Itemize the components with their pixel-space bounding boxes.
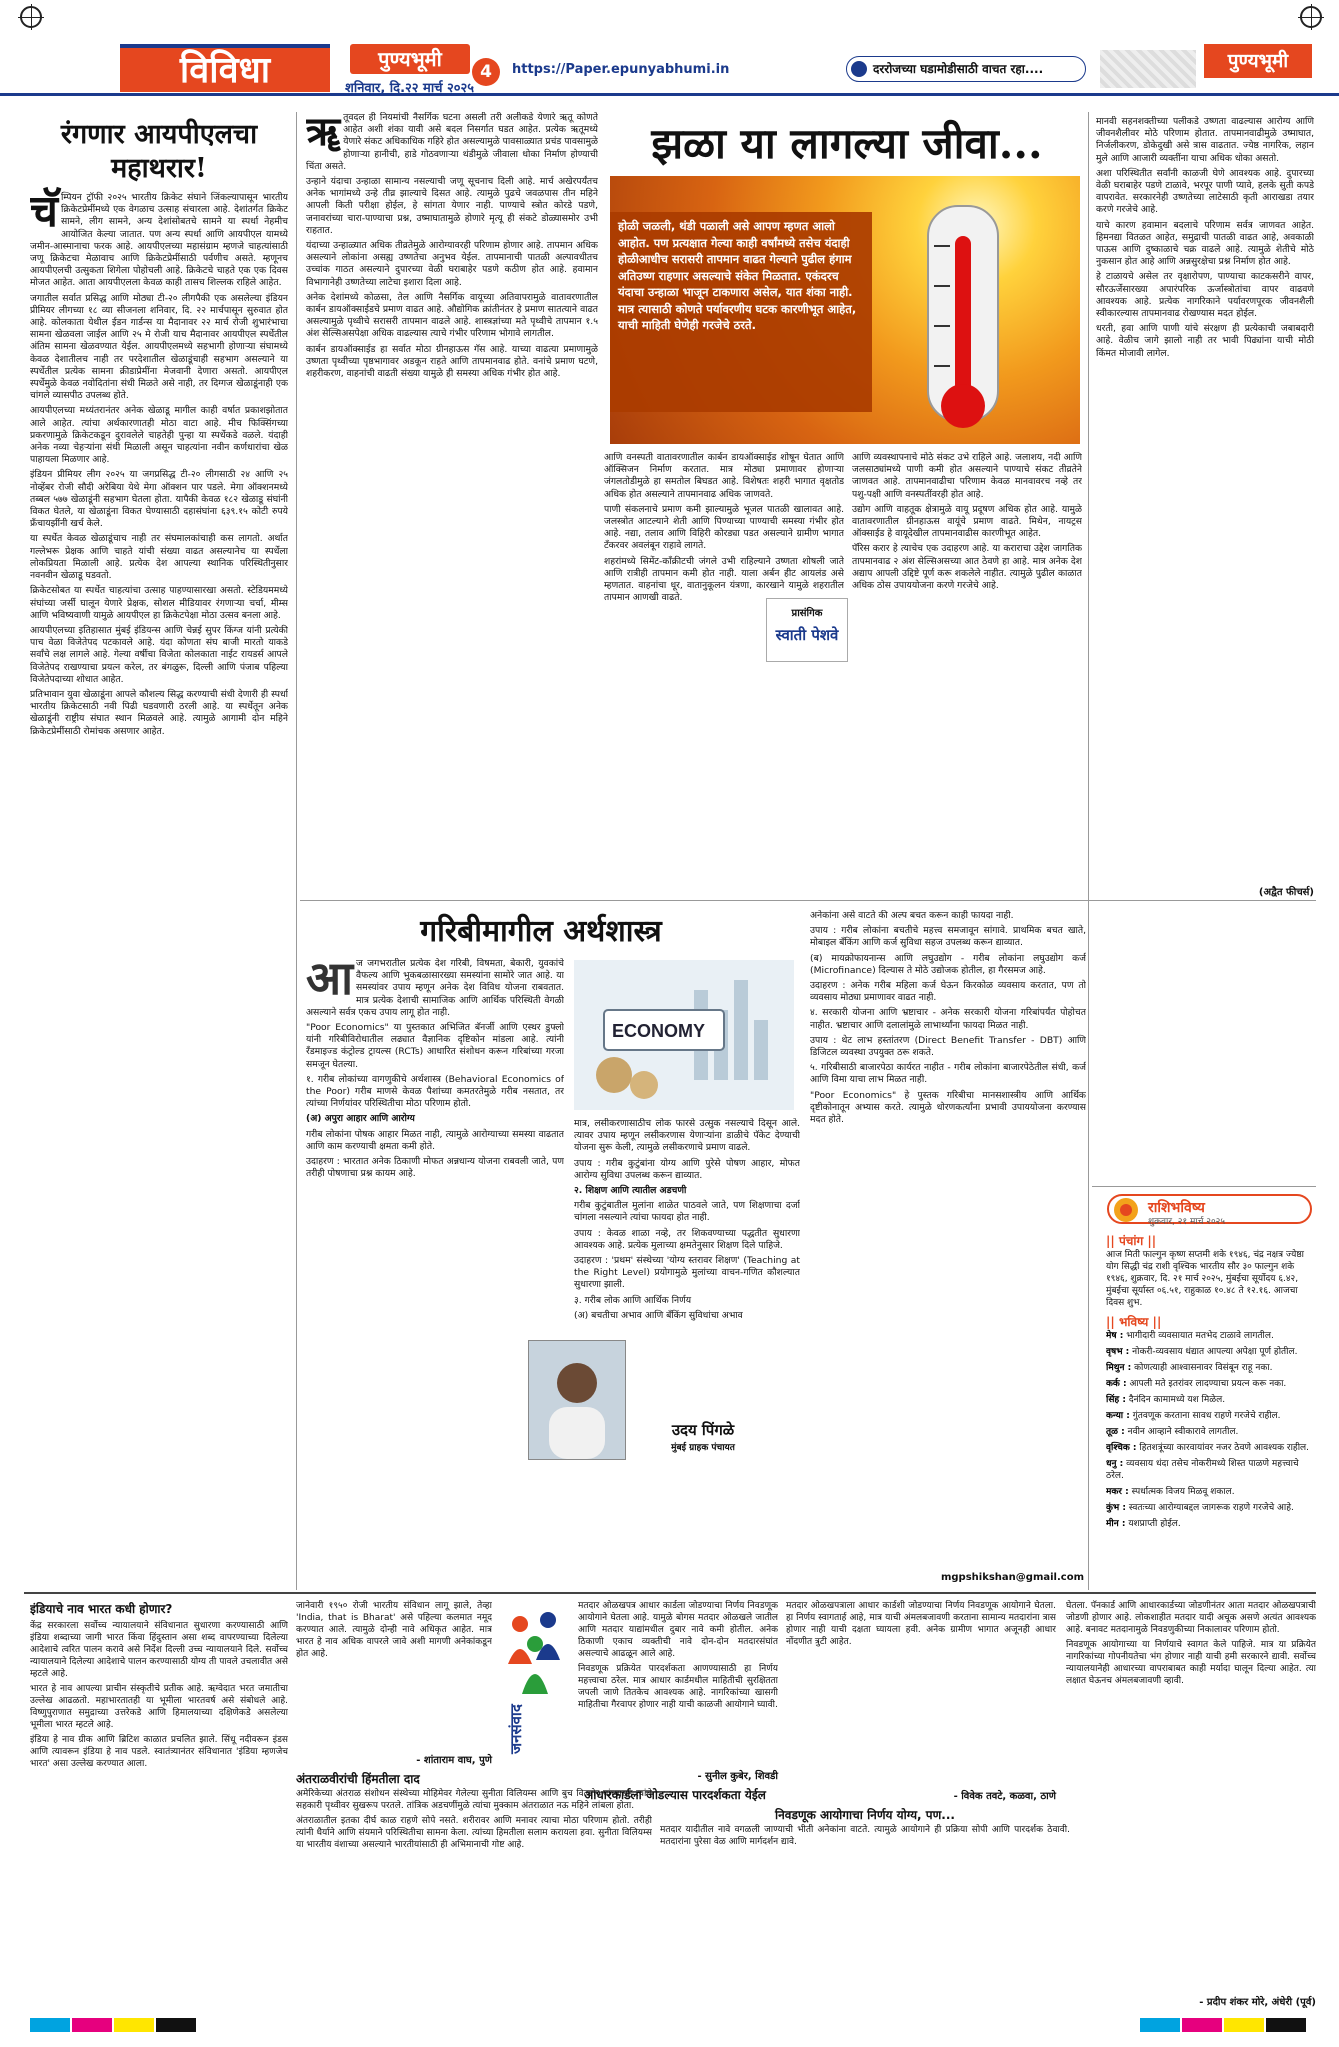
panchang-heading: || पंचांग || xyxy=(1106,1234,1157,1248)
play-icon xyxy=(851,61,867,77)
registration-mark-icon xyxy=(1300,6,1322,28)
heat-para: पाणी संकलनाचे प्रमाण कमी झाल्यामुळे भूजल पातळी खालावत आहे. जलस्त्रोत आटल्याने शेती आणि पिण्याच्या पाण्याची समस्या गंभीर होत आहे. नद्या, तलाव आणि विहिरी कोरड्या पडत असल्याने ग्रामीण भागात टँकरवर अवलंबून राहावे लागते. xyxy=(604,503,844,552)
space-para: अमेरिकेच्या अंतराळ संशोधन संस्थेच्या मोहिमेवर गेलेल्या सुनीता विलियम्स आणि बुच विल्मोर यांच्यासह त्यांचे सहकारी पृथ्वीवर सुखरूप परतले. तांत्रिक अडचणींमुळे त्यांचा मुक्काम अंतराळात नऊ महिने लांबला होता. xyxy=(296,1789,652,1811)
heat-para: आणि वनस्पती वातावरणातील कार्बन डायऑक्साईड शोषून घेतात आणि ऑक्सिजन निर्माण करतात. मात्र मोठ्या प्रमाणावर होणाऱ्या जंगलतोडीमुळे हा समतोल बिघडत आहे. विशेषतः शहरी भागात वृक्षतोड अधिक होत असल्याने तापमानवाढ अधिक जाणवते. xyxy=(604,452,844,500)
jansanvad-label: जनसंवाद xyxy=(507,1704,525,1754)
space-article xyxy=(296,1788,652,2010)
bhavishya-heading: || भविष्य || xyxy=(1106,1315,1162,1329)
ipl-dropcap: चॅ xyxy=(30,186,58,237)
heat-para: तूवदल ही नियमांची नैसर्गिक घटना असली तरी अलीकडे येणारे ऋतू कोणते आहेत अशी शंका यावी असे बदल निसर्गात घडत आहेत. प्रत्येक ऋतूमध्ये येणारे संकट अधिकाधिक गहिरे होत असल्यामुळे पावसाळ्यात प्रचंड पावसामुळे होणाऱ्या हानीची, हाडे गोठवणाऱ्या थंडीमुळे जीवाला धोका निर्माण होण्याची चिंता असते. xyxy=(306,112,598,172)
heat-article-mid-right xyxy=(852,452,1082,890)
print-color-bar xyxy=(114,2018,154,2032)
bharat-author: - शांताराम वाघ, पुणे xyxy=(416,1755,492,1766)
economy-headline: गरिबीमागील अर्थशास्त्र xyxy=(420,914,662,949)
rashi-sign: कुंभ : स्वतःच्या आरोग्याबद्दल जागरूक राहणे गरजेचे आहे. xyxy=(1106,1503,1294,1513)
economy-chart-icon xyxy=(574,960,794,1110)
print-color-bar xyxy=(1140,2018,1180,2032)
heat-para: याचे कारण हवामान बदलाचे परिणाम सर्वत्र जाणवत आहेत. हिमनद्या वितळत आहेत, समुद्राची पातळी वाढत आहे, अवकाळी पाऊस आणि दुष्काळाचे चक्र वाढले आहे. त्यामुळे शेतीचे मोठे नुकसान होत आहे आणि अन्नसुरक्षेचा प्रश्न निर्माण होत आहे. xyxy=(1096,219,1314,268)
economy-para: उपाय : थेट लाभ हस्तांतरण (Direct Benefit Transfer - DBT) आणि डिजिटल व्यवस्था उपयुक्त ठरू शकते. xyxy=(810,1034,1086,1059)
ipl-para: इंडियन प्रीमियर लीग २०२५ या जगप्रसिद्ध टी-२० लीगसाठी २४ आणि २५ नोव्हेंबर रोजी सौदी अरेबिया येथे मेगा ऑक्शन पार पडले. मेगा ऑक्शनमध्ये तब्बल ५७७ खेळाडूंनी सहभाग घेतला होता. यापैकी केवळ १८२ खेळाडू संघांनी विकत घेतले, या खेळाडूंना विकत घेण्यासाठी दहासंघांना ६३९.१५ कोटी रुपये फ्रँचायझींनी खर्च केले. xyxy=(30,469,288,530)
economy-para: "Poor Economics" या पुस्तकात अभिजित बॅनर्जी आणि एस्थर डुफ्लो यांनी गरिबीविरोधातील लढ्यात वैज्ञानिक दृष्टिकोन मांडला आहे. त्यांनी रँडमाइज्ड कंट्रोल्ड ट्रायल्स (RCTs) आधारित संशोधन करून गरिबांच्या गरजा समजून घेतल्या. xyxy=(306,1022,564,1070)
rashi-sign: तूळ : नवीन आव्हाने स्वीकारावे लागतील. xyxy=(1106,1427,1239,1437)
ipl-para: म्पियन ट्रॉफी २०२५ भारतीय क्रिकेट संघाने जिंकल्यापासून भारतीय क्रिकेटप्रेमींमध्ये एक वेगळाच उत्साह संचारला आहे. देशांतर्गत क्रिकेट सामने, लीग सामने, अन्य देशांसोबतचे सामने या स्पर्धा नेहमीच आयोजित केल्या जातात. पण अन्य स्पर्धा आणि आयपीएल यामध्ये जमीन-आस्मानाचा फरक आहे. आयपीएलच्या महासंग्राम म्हणजे चाहत्यांसाठी जणू क्रिकेटचा मेळावाच आणि क्रिकेटप्रेमींसाठी पर्वणीच असते. म्हणूनच आयपीएलची उत्सुकता शिगेला पोहोचली आहे. क्रिकेटचे चाहते एक एक दिवस मोजत आहेत. आता आयपीएलला केवळ काही तासच शिल्लक राहिले आहेत. xyxy=(30,192,288,289)
heat-para: मानवी सहनशक्तीच्या पलीकडे उष्णता वाढल्यास आरोग्य आणि जीवनशैलीवर मोठे परिणाम होतात. तापमानवाढीमुळे उष्माघात, निर्जलीकरण, डोकेदुखी असे त्रास वाढतात. ज्येष्ठ नागरिक, लहान मुले आणि आजारी व्यक्तींना याचा अधिक धोका असतो. xyxy=(1096,116,1314,164)
rashi-sign: मेष : भागीदारी व्यवसायात मतभेद टाळावे लागतील. xyxy=(1106,1331,1274,1341)
heat-para: उन्हाने यंदाचा उन्हाळा सामान्य नसल्याची जणू सूचनाच दिली आहे. मार्च अखेरपर्यंतच अनेक भागांमध्ये उन्हे तीव्र झाल्याचे दिसत आहे. त्यामुळे पुढचे जवळपास तीन महिने आपली किती परीक्षा होईल, हे सांगता येणार नाही. पाण्याचे स्त्रोत कोरडे पडणे, जनावरांच्या चारा-पाण्याचा प्रश्न, उष्माघातामुळे होणारे मृत्यू ही संकटे डोळ्यासमोर उभी राहतात. xyxy=(306,176,598,236)
economy-para: गरीब लोकांना पोषक आहार मिळत नाही, त्यामुळे आरोग्याच्या समस्या वाढतात आणि काम करण्याची क्षमता कमी होते. xyxy=(306,1128,564,1152)
economy-para: उपाय : केवळ शाळा नव्हे, तर शिकवण्याच्या पद्धतीत सुधारणा आवश्यक आहे. प्रत्येक मुलाच्या क्षमतेनुसार शिक्षण दिले पाहिजे. xyxy=(574,1227,800,1251)
dna-article xyxy=(1066,1600,1316,1990)
dna-para: निवडणूक आयोगाच्या या निर्णयाचे स्वागत केले पाहिजे. मात्र या प्रक्रियेत नागरिकांच्या गोपनीयतेचा भंग होणार नाही याची हमी सरकारने द्यावी. सर्वोच्च न्यायालयानेही आधारच्या वापराबाबत काही मर्यादा घालून दिल्या आहेत. त्या लक्षात घेऊनच अंमलबजावणी व्हावी. xyxy=(1066,1640,1316,1686)
paper-logo: पुण्यभूमी xyxy=(350,44,470,74)
economy-para: गरीब कुटुंबातील मुलांना शाळेत पाठवले जाते, पण शिक्षणाचा दर्जा चांगला नसल्याने त्यांचा फायदा होत नाही. xyxy=(574,1200,800,1224)
heat-para: शहरांमध्ये सिमेंट-काँक्रीटची जंगले उभी राहिल्याने उष्णता शोषली जाते आणि रात्रीही तापमान कमी होत नाही. याला अर्बन हीट आयलंड असे म्हणतात. वाहनांचा धूर, वातानुकूलन यंत्रणा, कारखाने यामुळे शहरातील तापमान आणखी वाढते. xyxy=(604,555,844,604)
ec-para: मतदार ओळखपत्राला आधार कार्डशी जोडण्याचा निर्णय निवडणूक आयोगाने घेतला. हा निर्णय स्वागतार्ह आहे, मात्र याची अंमलबजावणी करताना सामान्य मतदारांना त्रास होणार नाही याची दक्षता घ्यायला हवी. अनेक ग्रामीण भागात अजूनही आधार नोंदणीत त्रुटी आहेत. xyxy=(786,1601,1056,1647)
ipl-para: या स्पर्धेत केवळ खेळाडूंचाच नाही तर संघमालकांचाही कस लागतो. अर्थात गल्लेभरू प्रेक्षक आणि चाहते यांची संख्या वाढत असल्यानेच या स्पर्धेला लोकप्रियता मिळाली आहे. प्रत्येक देश आपल्या स्थानिक परिस्थितीनुसार नवनवीन खेळाडू घडवतो. xyxy=(30,533,288,582)
rashi-sign: वृषभ : नोकरी-व्यवसाय धंद्यात आपल्या अपेक्षा पूर्ण होतील. xyxy=(1106,1347,1298,1357)
economy-article-left xyxy=(306,958,564,1584)
ticker-text: दररोजच्या घडामोडीसाठी वाचत रहा.... xyxy=(873,62,1044,76)
ec-author: - विवेक तवटे, कळवा, ठाणे xyxy=(953,1791,1056,1802)
ec-headline: निवडणूक आयोगाचा निर्णय योग्य, पण... xyxy=(775,1808,955,1822)
print-color-bar xyxy=(1266,2018,1306,2032)
page-number: 4 xyxy=(472,58,500,86)
aadhaar-headline: आधारकार्डला जोडल्यास पारदर्शकता येईल xyxy=(584,1788,766,1802)
rashi-sign: मकर : स्पर्धात्मक विजय मिळवू शकाल. xyxy=(1106,1487,1235,1497)
economy-para: अनेकांना असे वाटते की अल्प बचत करून काही फायदा नाही. xyxy=(810,910,1014,921)
economy-email[interactable]: mgpshikshan@gmail.com xyxy=(940,1572,1084,1583)
economy-article-right xyxy=(810,910,1086,1570)
economy-image xyxy=(574,960,794,1110)
panchang-text: आज मिती फाल्गुन कृष्ण सप्तमी शके १९४६, चंद्र नक्षत्र ज्येष्ठा योग सिद्धी चंद्र राशी वृश्चिक भारतीय सौर ३० फाल्गुन शके १९४६, शुक्रवार, दि. २१ मार्च २०२५, मुंबईचा सूर्योदय ६.४२, मुंबईचा सूर्यास्त ०६.५१, राहुकाळ १०.४८ ते १२.१६. आजचा दिवस शुभ. xyxy=(1106,1250,1304,1308)
economy-para: ३. गरीब लोक आणि आर्थिक निर्णय xyxy=(574,1294,692,1306)
ipl-para: क्रिकेटसोबत या स्पर्धेत चाहत्यांचा उत्साह पाहण्यासारखा असतो. स्टेडियममध्ये संघांच्या जर्सी घालून येणारे प्रेक्षक, सोशल मीडियावर रंगणाऱ्या चर्चा, मीम्स आणि भविष्यवाणी यामुळे आयपीएल हा क्रिकेटपेक्षा मोठा उत्सव बनला आहे. xyxy=(30,585,288,621)
aadhaar-para: मतदार ओळखपत्र आधार कार्डला जोडण्याचा निर्णय निवडणूक आयोगाने घेतला आहे. यामुळे बोगस मतदार ओळखले जातील आणि मतदार याद्यांमधील दुबार नावे कमी होतील. अनेक ठिकाणी एकाच व्यक्तीची नावे दोन-दोन मतदारसंघांत असल्याचे आढळून आले आहे. xyxy=(578,1601,778,1659)
space-para: अंतराळातील इतका दीर्घ काळ राहणे सोपे नसते. शरीरावर आणि मनावर त्याचा मोठा परिणाम होतो. तरीही त्यांनी धैर्याने आणि संयमाने परिस्थितीचा सामना केला. त्यांच्या हिमतीला सलाम करायला हवा. सुनीता विलियम्स या भारतीय वंशाच्या असल्याने भारतीयांसाठी ही अभिमानाची गोष्ट आहे. xyxy=(296,1816,652,1850)
section-divider xyxy=(300,900,1316,901)
heat-dropcap: ॠ xyxy=(306,112,341,155)
rashi-date: शुक्रवार, २१ मार्च २०२५ xyxy=(1148,1217,1225,1227)
bharat-para: भारत हे नाव आपल्या प्राचीन संस्कृतीचे प्रतीक आहे. ऋग्वेदात भरत जमातीचा उल्लेख आढळतो. महाभारतातही या भूमीला भारतवर्ष असे संबोधले आहे. विष्णुपुराणात समुद्राच्या उत्तरेकडे आणि हिमालयाच्या दक्षिणेकडे असलेल्या भूमीला भारत म्हटले आहे. xyxy=(30,1684,288,1730)
ec-article-top xyxy=(786,1600,1056,1786)
economy-para: (ब) मायक्रोफायनान्स आणि लघुउद्योग - गरीब लोकांना लघुउद्योग कर्ज (Microfinance) दिल्यास ते मोठे उद्योजक होतील, हा गैरसमज आहे. xyxy=(810,952,1086,976)
registration-mark-icon xyxy=(20,6,42,28)
rashi-sign: मीन : यशप्राप्ती होईल. xyxy=(1106,1519,1181,1529)
economy-para: (अ) अपुरा आहार आणि आरोग्य xyxy=(306,1113,415,1125)
economy-para: "Poor Economics" हे पुस्तक गरिबीचा मानसशास्त्रीय आणि आर्थिक दृष्टीकोनातून अभ्यास करते. त्यामुळे धोरणकर्त्यांना प्रभावी उपाययोजना करण्यास मदत होते. xyxy=(810,1089,1086,1126)
dna-author: - प्रदीप शंकर मोरे, अंधेरी (पूर्व) xyxy=(1199,1997,1316,2008)
ipl-para: प्रतिभावान युवा खेळाडूंना आपले कौशल्य सिद्ध करण्याची संधी देणारी ही स्पर्धा भारतीय क्रिकेटसाठी नवी पिढी घडवणारी ठरली आहे. या स्पर्धेतून अनेक खेळाडूंनी राष्ट्रीय संघात स्थान मिळवले आहे. त्यामुळे आगामी दोन महिने क्रिकेटप्रेमींसाठी रोमांचक असणार आहेत. xyxy=(30,688,288,737)
date-line: शनिवार, दि.२२ मार्च २०२५ xyxy=(345,81,475,96)
heat-article-right xyxy=(1096,116,1314,882)
rashi-sign: सिंह : दैनंदिन कामामध्ये यश मिळेल. xyxy=(1106,1395,1226,1405)
economy-author xyxy=(628,1420,778,1453)
economy-para: (अ) बचतीचा अभाव आणि बँकिंग सुविधांचा अभाव xyxy=(574,1309,743,1321)
bharat-article xyxy=(30,1600,288,2010)
rashi-title: राशिभविष्य xyxy=(1148,1200,1205,1216)
paper-logo-right: पुण्यभूमी xyxy=(1204,44,1312,78)
economy-para: २. शिक्षण आणि त्यातील अडचणी xyxy=(574,1185,687,1197)
ipl-para: आयपीएलच्या मध्यंतरानंतर अनेक खेळाडू मागील काही वर्षात प्रकाशझोतात आले आहेत. त्यांचा अर्थकारणातही मोठा वाटा आहे. मीच फिक्सिंगच्या प्रकरणामुळे क्रिकेटकडून दुरावलेले चाहतेही पुन्हा या स्पर्धेकडे वळले. यंदाही अनेक नव्या चेहऱ्यांना संधी मिळाली असून चाहत्यांना नवीन कर्णधारांचा खेळ पाहायला मिळणार आहे. xyxy=(30,405,288,466)
space-headline: अंतराळवीरांची हिंमतीला दाद xyxy=(296,1772,420,1786)
sun-icon xyxy=(1112,1196,1140,1224)
economy-para: उदाहरण : भारतात अनेक ठिकाणी मोफत अन्नधान्य योजना राबवली जाते, पण तरीही पोषणाचा प्रश्न कायम आहे. xyxy=(306,1156,564,1180)
column-divider xyxy=(296,112,297,1590)
economy-para: ४. सरकारी योजना आणि भ्रष्टाचार - अनेक सरकारी योजना गरिबांपर्यंत पोहोचत नाहीत. भ्रष्टाचार आणि दलालांमुळे लाभार्थ्यांना फायदा मिळत नाही. xyxy=(810,1007,1086,1031)
heat-para: उद्योग आणि वाहतूक क्षेत्रामुळे वायू प्रदूषण अधिक होत आहे. यामुळे वातावरणातील ग्रीनहाऊस वायूंचे प्रमाण वाढते. मिथेन, नायट्रस ऑक्साईड हे वायूदेखील तापमानवाढीस कारणीभूत आहेत. xyxy=(852,503,1082,540)
heat-para: अनेक देशांमध्ये कोळसा, तेल आणि नैसर्गिक वायूच्या अतिवापरामुळे वातावरणातील कार्बन डायऑक्साईडचे प्रमाण वाढत आहे. औद्योगिक क्रांतीनंतर हे प्रमाण सातत्याने वाढत असल्यामुळे पृथ्वीचे सरासरी तापमान वाढले आहे. शास्त्रज्ञांच्या मते पृथ्वीचे तापमान १.५ अंश सेल्सिअसपेक्षा अधिक वाढल्यास त्याचे गंभीर परिणाम भोगावे लागतील. xyxy=(306,291,598,340)
dna-para: घेतला. पॅनकार्ड आणि आधारकार्डच्या जोडणीनंतर आता मतदार ओळखपत्राची जोडणी होणार आहे. लोकशाहीत मतदार यादी अचूक असणे अत्यंत आवश्यक आहे. बनावट मतदानामुळे निवडणुकीच्या निकालावर परिणाम होतो. xyxy=(1066,1601,1316,1635)
rashi-body xyxy=(1106,1232,1314,1586)
print-color-bar xyxy=(72,2018,112,2032)
heat-para: हे टाळायचे असेल तर वृक्षारोपण, पाण्याचा काटकसरीने वापर, सौरऊर्जेसारख्या अपारंपरिक ऊर्जास्त्रोतांचा वापर वाढवणे आवश्यक आहे. प्रत्येक नागरिकाने पर्यावरणपूरक जीवनशैली स्वीकारल्यास तापमानवाढ रोखण्यास मदत होईल. xyxy=(1096,271,1314,320)
economy-para: उदाहरण : 'प्रथम' संस्थेच्या 'योग्य स्तरावर शिक्षण' (Teaching at the Right Level) प्रयोगामुळे मुलांच्या वाचन-गणित कौशल्यात सुधारणा झाली. xyxy=(574,1255,800,1291)
heat-para: धरती, हवा आणि पाणी यांचे संरक्षण ही प्रत्येकाची जबाबदारी आहे. वेळीच जागे झालो नाही तर भावी पिढ्यांना याची मोठी किंमत मोजावी लागेल. xyxy=(1096,323,1314,359)
heat-para: यंदाच्या उन्हाळ्यात अधिक तीव्रतेमुळे आरोग्यावरही परिणाम होणार आहे. तापमान अधिक असल्याने लोकांना असह्य उष्णतेचा अनुभव येईल. तापमानाची पातळी अल्पावधीतच उच्चांक गाठत असल्याने दुपारच्या वेळी घराबाहेर पडणे कठीण होत आहे. हवामान विभागानेही उष्णतेच्या लाटेचा इशारा दिला आहे. xyxy=(306,240,598,288)
aadhaar-author: - सुनील कुबेर, शिवडी xyxy=(697,1771,778,1782)
ipl-headline-1: रंगणार आयपीएलचा xyxy=(60,119,258,150)
rashi-sign: वृश्चिक : हितशत्रूंच्या कारवायांवर नजर ठेवणे आवश्यक राहील. xyxy=(1106,1443,1309,1453)
economy-para: उदाहरण : अनेक गरीब महिला कर्ज घेऊन किरकोळ व्यवसाय करतात, पण तो व्यवसाय मोठ्या प्रमाणावर वाढत नाही. xyxy=(810,980,1086,1004)
heat-credit: (अद्वैत फीचर्स) xyxy=(1258,887,1314,898)
economy-para: उपाय : गरीब कुटुंबांना योग्य आणि पुरेसे पोषण आहार, मोफत आरोग्य सुविधा उपलब्ध करून द्याव्यात. xyxy=(574,1157,800,1181)
heat-headline: झळा या लागल्या जीवा... xyxy=(651,119,1043,168)
section-divider xyxy=(1092,1186,1316,1187)
rashi-sign: मिथुन : कोणत्याही आश्वासनावर विसंबून राहू नका. xyxy=(1106,1363,1273,1373)
ipl-para: आयपीएलच्या इतिहासात मुंबई इंडियन्स आणि चेन्नई सुपर किंग्ज यांनी प्रत्येकी पाच वेळा विजेतेपद पटकावले आहे. यंदा कोणता संघ बाजी मारतो याकडे सर्वांचे लक्ष लागले आहे. गेल्या वर्षीचा विजेता कोलकाता नाईट रायडर्स आपले विजेतेपद राखण्याचा प्रयत्न करेल, तर बंगळुरू, दिल्ली आणि पंजाब पहिल्या विजेतेपदाच्या शोधात आहेत. xyxy=(30,624,288,685)
bharat-para: केंद्र सरकारला सर्वोच्च न्यायालयाने संविधानात सुधारणा करण्यासाठी आणि इंडिया शब्दाच्या जागी भारत किंवा हिंदुस्तान असा शब्द वापरण्याच्या दिलेल्या आदेशाचे त्वरित पालन करावे असे निर्देश दिल्ली उच्च न्यायालयाने दिले. सर्वोच्च न्यायालयाने दिलेल्या आदेशाचे पालन करण्यासाठी योग्य ती पावले उचलावीत असे म्हटले आहे. xyxy=(30,1621,288,1679)
economy-para: उपाय : गरीब लोकांना बचतीचे महत्त्व समजावून सांगावे. प्राथमिक बचत खाते, मोबाइल बँकिंग आणि कर्ज सुविधा सहज उपलब्ध करून द्याव्यात. xyxy=(810,925,1086,949)
aadhaar-article xyxy=(578,1600,778,1766)
rashi-sign: धनु : व्यवसाय धंदा तसेच नोकरीमध्ये शिस्त पाळणे महत्त्वाचे ठरेल. xyxy=(1106,1459,1299,1481)
bharat-article-cont xyxy=(296,1600,492,1750)
economy-para: मात्र, लसीकरणासाठीच लोक फारसे उत्सुक नसल्याचे दिसून आले. त्यावर उपाय म्हणून लसीकरणास येणाऱ्यांना डाळीचे पॅकेट देण्याची योजना सुरू केली, त्यामुळे लसीकरणाचे प्रमाण वाढले. xyxy=(574,1118,800,1154)
heat-overlay-text: होळी जळली, थंडी पळाली असे आपण म्हणत आलो आहोत. पण प्रत्यक्षात गेल्या काही वर्षांमध्ये तसेच यंदाही होळीआधीच सरासरी तापमान वाढत गेल्याने पुढील हंगाम अतिउष्ण राहणार असल्याचे संकेत मिळतात. एकंदरच यंदाचा उन्हाळा भाजून टाकणारा असेल, यात शंका नाही. मात्र त्यासाठी कोणते पर्यावरणीय घटक कारणीभूत आहेत, याची माहिती घेणेही गरजेचे ठरते. xyxy=(610,212,872,412)
economy-para: १. गरीब लोकांच्या वागणुकीचे अर्थशास्त्र (Behavioral Economics of the Poor) गरीब माणसे केवळ पैशांच्या कमतरतेमुळे गरीब नसतात, तर त्यांच्या निर्णयांवर परिस्थितीचा मोठा परिणाम होतो. xyxy=(306,1073,564,1110)
author-avatar-icon xyxy=(529,1341,625,1459)
economy-para: ज जगभरातील प्रत्येक देश गरिबी, विषमता, बेकारी, युवकांचे वैफल्य आणि भुकबळासारख्या समस्यांना सामोरे जात आहे. या समस्यांवर उपाय म्हणून अनेक देश विविध योजना राबवतात. मात्र प्रत्येक देशाची सामाजिक आणि आर्थिक परिस्थिती वेगळी असल्याने सर्वत्र एकच उपाय लागू होत नाही. xyxy=(306,958,564,1018)
advert-image xyxy=(1100,50,1196,88)
ipl-article xyxy=(30,118,288,1586)
bharat-headline: इंडियाचे नाव भारत कधी होणार? xyxy=(30,1602,173,1616)
economy-dropcap: आ xyxy=(306,958,354,1005)
heat-para: अशा परिस्थितीत सर्वांनी काळजी घेणे आवश्यक आहे. दुपारच्या वेळी घराबाहेर पडणे टाळावे, भरपूर पाणी प्यावे, हलके सुती कपडे वापरावेत. सरकारनेही उष्णतेच्या लाटेसाठी कृती आराखडा तयार करणे गरजेचे आहे. xyxy=(1096,167,1314,216)
print-color-bar xyxy=(30,2018,70,2032)
people-group-icon xyxy=(500,1604,570,1714)
economy-author-name: उदय पिंगळे xyxy=(671,1421,735,1439)
ipl-headline-2: महाथरार! xyxy=(111,153,207,184)
ticker-banner xyxy=(846,56,1086,82)
section-divider xyxy=(24,1592,1316,1594)
economy-author-desig: मुंबई ग्राहक पंचायत xyxy=(671,1443,735,1453)
print-color-bar xyxy=(1224,2018,1264,2032)
economy-para: ५. गरिबीसाठी बाजारपेठा कार्यरत नाहीत - गरीब लोकांना बाजारपेठेतील संधी, कर्ज आणि विमा याचा लाभ मिळत नाही. xyxy=(810,1062,1086,1086)
ec-article xyxy=(660,1824,1070,2010)
ipl-para: जगातील सर्वात प्रसिद्ध आणि मोठ्या टी-२० लीगपैकी एक असलेल्या इंडियन प्रीमियर लीगच्या १८ व्या सीजनला शनिवार, दि. २२ मार्चपासून सुरुवात होत आहे. कोलकाता येथील ईडन गार्डन्स या मैदानावर २२ मार्च रोजी शुभारंभाचा सामना खेळवला जाईल आणि २५ मे रोजी याच मैदानावर आयपीएल स्पर्धेतील अंतिम सामना खेळवण्यात येईल. आयपीएलमध्ये सहभागी होणाऱ्या संघामध्ये केवळ देशातीलच नाही तर परदेशातील खेळाडूंचाही सहभाग असल्याने या स्पर्धेतील प्रत्येक सामना क्रीडाप्रेमींना मेजवानी देणारा असतो. आयपीएल स्पर्धेमुळे केवळ नवोदितांना संधी मिळते असे नाही, तर दिग्गज खेळाडूंनाही एक चांगले व्यासपीठ उपलब्ध होते. xyxy=(30,292,288,402)
aadhaar-para: निवडणूक प्रक्रियेत पारदर्शकता आणण्यासाठी हा निर्णय महत्त्वाचा ठरेल. मात्र आधार कार्डमधील माहितीची सुरक्षितता जपली जाणे तितकेच आवश्यक आहे. नागरिकांच्या खासगी माहितीचा गैरवापर होणार नाही याची काळजी आयोगाने घ्यावी. xyxy=(578,1664,778,1710)
ipl-body xyxy=(30,186,288,738)
ec-para: मतदार यादीतील नावे वगळली जाण्याची भीती अनेकांना वाटते. त्यामुळे आयोगाने ही प्रक्रिया सोपी आणि पारदर्शक ठेवावी. मतदारांना पुरेसा वेळ आणि मार्गदर्शन द्यावे. xyxy=(660,1825,1070,1847)
rashi-sign: कन्या : गुंतवणूक करताना सावध राहणे गरजेचे राहील. xyxy=(1106,1411,1281,1421)
byline-name: स्वाती पेशवे xyxy=(775,626,839,644)
jansanvad-logo xyxy=(500,1604,570,1754)
byline-box xyxy=(766,598,848,662)
column-divider xyxy=(1088,112,1089,1590)
heat-para: कार्बन डायऑक्साईड हा सर्वात मोठा ग्रीनहाऊस गॅस आहे. याच्या वाढत्या प्रमाणामुळे उष्णता पृथ्वीच्या पृष्ठभागावर अडकून राहते आणि तापमानवाढ होते. वनांचे प्रमाण घटणे, शहरीकरण, वाहनांची वाढती संख्या यामुळे ही समस्या अधिक गंभीर होत आहे. xyxy=(306,343,598,380)
rashi-sign: कर्क : आपली मते इतरांवर लादण्याचा प्रयत्न करू नका. xyxy=(1106,1379,1287,1389)
heat-para: पॅरिस करार हे त्याचेच एक उदाहरण आहे. या कराराचा उद्देश जागतिक तापमानवाढ २ अंश सेल्सिअसच्या आत ठेवणे हा आहे. मात्र अनेक देश अद्याप आपली उद्दिष्टे पूर्ण करू शकलेले नाहीत. त्यामुळे पुढील काळात अधिक ठोस उपाययोजना करणे गरजेचे आहे. xyxy=(852,543,1082,592)
section-title: विविधा xyxy=(120,48,330,92)
print-color-bar xyxy=(156,2018,196,2032)
heat-para: आणि व्यवस्थापनाचे मोठे संकट उभे राहिले आहे. जलाशय, नदी आणि जलसाठ्यांमध्ये पाणी कमी होत असल्याने पाण्याचे संकट तीव्रतेने जाणवत आहे. तापमानवाढीचा परिणाम केवळ मानवावरच नव्हे तर पशु-पक्षी आणि वनस्पतींवरही होत आहे. xyxy=(852,452,1082,500)
byline-label: प्रासंगिक xyxy=(791,608,823,619)
author-photo xyxy=(528,1340,626,1460)
heat-article-mid xyxy=(604,452,844,890)
masthead xyxy=(0,0,1339,96)
economy-image-label: ECONOMY xyxy=(612,1021,706,1041)
print-color-bar xyxy=(1182,2018,1222,2032)
heat-article-left xyxy=(306,112,598,892)
bharat-para: जानेवारी १९५० रोजी भारतीय संविधान लागू झाले, तेव्हा 'India, that is Bharat' असे पहिल्या कलमात नमूद करण्यात आले. त्यामुळे दोन्ही नावे अधिकृत आहेत. मात्र भारत हे नाव अधिक वापरले जावे अशी मागणी अनेकांकडून होत आहे. xyxy=(296,1601,492,1659)
website-link[interactable]: https://Paper.epunyabhumi.in xyxy=(512,62,730,77)
bharat-para: इंडिया हे नाव ग्रीक आणि ब्रिटिश काळात प्रचलित झाले. सिंधू नदीवरून इंडस आणि त्यावरून इंडिया हे नाव पडले. स्वातंत्र्यानंतर संविधानात 'इंडिया म्हणजेच भारत' असा उल्लेख करण्यात आला. xyxy=(30,1735,288,1769)
